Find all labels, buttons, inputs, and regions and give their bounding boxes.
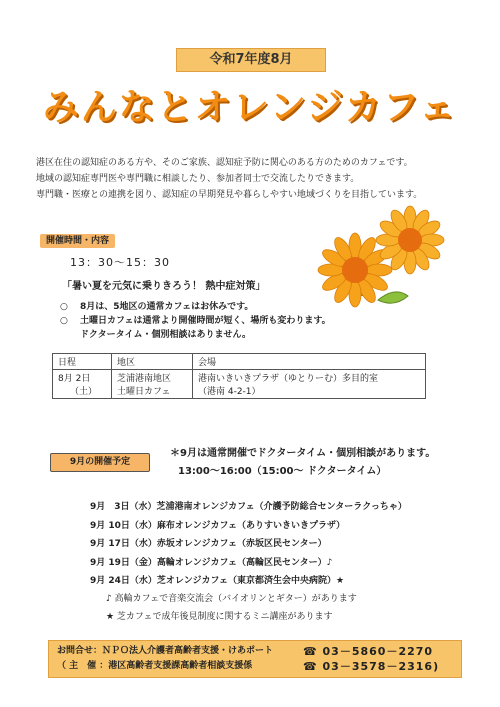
hours-bullets [60, 300, 331, 342]
venue-line-1: 港南いきいきプラザ（ゆとりーむ）多目的室 [198, 374, 379, 384]
hours-section-label: 開催時間・内容 [40, 234, 115, 248]
contact-footer [48, 640, 462, 678]
september-note-line-1: ＊9月は通常開催でドクタータイム・個別相談があります。 [170, 448, 436, 459]
september-event-list [90, 498, 407, 591]
intro-line-3: 専門職・医療との連携を図り、認知症の早期発見や暮らしやすい地域づくりを目指しています。 [36, 190, 423, 200]
theme-quote: 「暑い夏を元気に乗りきろう！ 熱中症対策」 [62, 281, 266, 292]
bullet-2: 土曜日カフェは通常より開催時間が短く、場所も変わります。 [80, 316, 331, 326]
year-month-badge: 令和7年度8月 [176, 48, 326, 72]
september-note [170, 445, 435, 481]
list-item: 9月 10日（水）麻布オレンジカフェ（ありすいきいきプラザ） [90, 520, 346, 531]
table-header-date: 日程 [53, 354, 112, 370]
bullet-1: 8月は、5地区の通常カフェはお休みです。 [80, 302, 254, 312]
intro-text [36, 155, 476, 203]
table-row [53, 370, 426, 399]
date-line-2: （土） [70, 387, 98, 397]
page-title: みんなとオレンジカフェ [42, 87, 458, 128]
sunflower-icon [376, 206, 444, 274]
august-schedule-table [52, 353, 426, 399]
list-item: 9月 17日（水）赤坂オレンジカフェ（赤坂区民センター） [90, 539, 327, 549]
area-line-1: 芝浦港南地区 [117, 374, 172, 384]
guardianship-note: ★ 芝カフェで成年後見制度に関するミニ講座があります [106, 612, 333, 622]
bullet-2-continuation: ドクタータイム・個別相談はありません。 [80, 330, 252, 340]
table-cell-venue [193, 370, 426, 399]
table-header-venue: 会場 [193, 354, 426, 370]
intro-line-1: 港区在住の認知症のある方や、そのご家族、認知症予防に関心のある方のためのカフェです。 [36, 158, 413, 168]
bullet-mark: ○ [60, 302, 68, 312]
venue-line-2: （港南 4-2-1） [198, 387, 261, 397]
table-header-row [53, 354, 426, 370]
contact-label: お問合せ：ＮＰＯ法人介護者高齢者支援・けあポート [57, 646, 274, 656]
special-notes [106, 590, 357, 626]
host-phone: ☎ 03－3578－2316) [303, 660, 440, 673]
hours-time: 13：30～15：30 [70, 256, 170, 269]
music-note: ♪ 高輪カフェで音楽交流会（バイオリンとギター）があります [106, 594, 357, 604]
table-header-area: 地区 [112, 354, 193, 370]
list-item: 9月 3日（水）芝浦港南オレンジカフェ（介護予防総合センターラクっちゃ） [90, 502, 407, 512]
list-item: 9月 24日（水）芝オレンジカフェ（東京都済生会中央病院）★ [90, 576, 345, 586]
september-note-line-2: 13:00～16:00（15:00～ ドクタータイム） [178, 466, 387, 477]
intro-line-2: 地域の認知症専門医や専門職に相談したり、参加者同士で交流したりできます。 [36, 174, 360, 184]
area-line-2: 土曜日カフェ [117, 387, 171, 397]
table-cell-date [53, 370, 112, 399]
contact-phone: ☎ 03－5860－2270 [303, 645, 434, 658]
bullet-mark: ○ [60, 316, 68, 326]
table-cell-area [112, 370, 193, 399]
sunflower-illustration [300, 200, 460, 320]
date-line-1: 8月 2日 [58, 374, 91, 384]
list-item: 9月 19日（金）高輪オレンジカフェ（高輪区民センター）♪ [90, 557, 333, 568]
host-label: （ 主 催 ：港区高齢者支援課高齢者相談支援係 [57, 661, 253, 671]
september-section-label: 9月の開催予定 [50, 453, 150, 472]
